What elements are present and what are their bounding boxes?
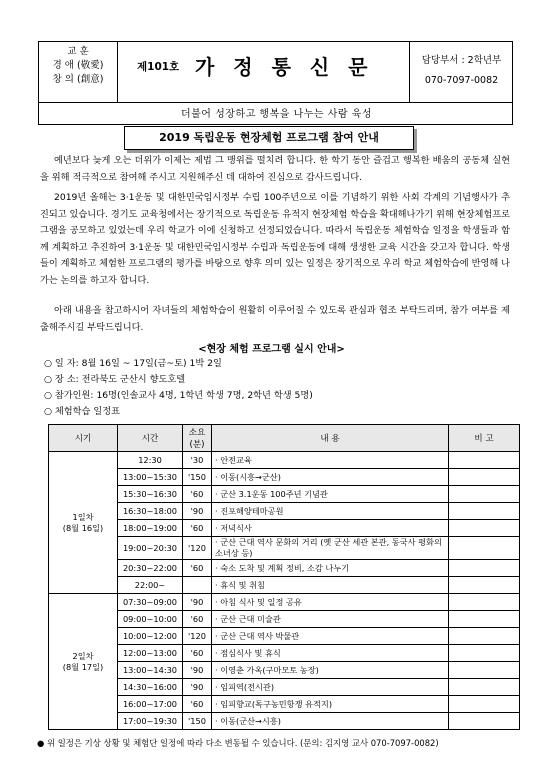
header-period: 시기 [49, 425, 118, 452]
table-row [49, 611, 520, 628]
note-cell [449, 486, 520, 503]
duration-cell: '150 [183, 469, 212, 486]
motto-label: 교 훈 [67, 46, 89, 57]
content-cell: · 아침 식사 및 일정 공유 [212, 594, 449, 611]
duration-cell: '30 [183, 452, 212, 469]
header-duration: 소요(분) [183, 425, 212, 452]
table-row [49, 452, 520, 469]
content-cell: · 군산 3.1운동 100주년 기념관 [212, 486, 449, 503]
table-row [49, 520, 520, 537]
time-cell: 07:30~09:00 [118, 594, 183, 611]
duration-cell: '120 [183, 537, 212, 560]
info-participants: ○ 참가인원: 16명(인솔교사 4명, 1학년 학생 7명, 2학년 학생 5명) [44, 390, 313, 401]
table-row [49, 594, 520, 611]
duration-cell: '90 [183, 594, 212, 611]
school-slogan: 더불어 성장하고 행복을 나누는 사람 육성 [180, 109, 373, 120]
content-cell: · 이영춘 가옥(구마모토 농장) [212, 662, 449, 679]
table-row [49, 537, 520, 560]
day-date: (8월 17일) [62, 661, 104, 672]
issue-number: 제101호 [137, 61, 180, 73]
paragraph-2: 2019년 올해는 3·1운동 및 대한민국임시정부 수립 100주년으로 이를 기념하기 위한 사회 각계의 기념행사가 추진되고 있습니다. 경기도 교육청에서는 장기적으로 독립운동 유적지 현장체험 학습을 확대해나가기 위해 현장체험프로그램을 공모하고 있었는데 우리 학교가 이에 신청하고 선정되었습니다. 따라서 독립운동 체험학습 일정을 학생들과 함께 계획하고 추진하여 3·1운동 및 대한민국임시정부 수립과 독립운동에 대해 생생한 교육 시간을 갖고자 합니다. 학생들이 계획하고 체험한 프로그램의 평가를 바탕으로 향후 의미 있는 일정은 장기적으로 우리 학교 체험학습에 반영해 나가는 논의를 하고자 합니다. [40, 192, 510, 286]
time-cell: 12:30 [118, 452, 183, 469]
department-info [409, 51, 514, 91]
time-cell: 12:00~13:00 [118, 645, 183, 662]
schedule-table [48, 424, 520, 730]
duration-cell: '90 [183, 679, 212, 696]
content-cell: · 휴식 및 취침 [212, 577, 449, 594]
paragraph-1: 예년보다 늦게 오는 더위가 이제는 제법 그 맹위를 떨치려 합니다. 한 학기 동안 즐겁고 행복한 배움의 공동체 실현을 위해 적극적으로 참여해 주시고 지원해주신 데 대하여 진심으로 감사드립니다. [40, 155, 510, 183]
duration-cell [183, 577, 212, 594]
table-row [49, 628, 520, 645]
note-cell [449, 577, 520, 594]
newsletter-header [38, 41, 513, 125]
time-cell: 15:30~16:30 [118, 486, 183, 503]
table-row [49, 486, 520, 503]
note-cell [449, 662, 520, 679]
note-cell [449, 628, 520, 645]
content-cell: · 이동(군산→시흥) [212, 713, 449, 730]
table-row [49, 696, 520, 713]
school-motto [39, 45, 117, 87]
table-row [49, 713, 520, 730]
time-cell: 17:00~19:30 [118, 713, 183, 730]
note-cell [449, 696, 520, 713]
table-row [49, 645, 520, 662]
time-cell: 18:00~19:00 [118, 520, 183, 537]
footer-note: ● 위 일정은 기상 상황 및 체험단 일정에 따라 다소 변동될 수 있습니다. (문의: 김지영 교사 070-7097-0082) [37, 738, 439, 748]
time-cell: 14:30~16:00 [118, 679, 183, 696]
info-date: ○ 일 자: 8월 16일 ~ 17일(금~토) 1박 2일 [44, 358, 222, 369]
note-cell [449, 520, 520, 537]
note-cell [449, 452, 520, 469]
time-cell: 22:00~ [118, 577, 183, 594]
duration-cell: '60 [183, 520, 212, 537]
note-cell [449, 594, 520, 611]
time-cell: 20:30~22:00 [118, 560, 183, 577]
duration-cell: '120 [183, 628, 212, 645]
note-cell [449, 537, 520, 560]
content-cell: · 이동(시흥→군산) [212, 469, 449, 486]
table-row [49, 560, 520, 577]
duration-cell: '60 [183, 645, 212, 662]
duration-cell: '150 [183, 713, 212, 730]
note-cell [449, 469, 520, 486]
time-cell: 16:00~17:00 [118, 696, 183, 713]
content-cell: · 숙소 도착 및 계획 정비, 소감 나누기 [212, 560, 449, 577]
time-cell: 10:00~12:00 [118, 628, 183, 645]
time-cell: 19:00~20:30 [118, 537, 183, 560]
duration-cell: '90 [183, 503, 212, 520]
note-cell [449, 713, 520, 730]
day-cell [49, 452, 118, 594]
duration-cell: '60 [183, 696, 212, 713]
note-cell [449, 503, 520, 520]
content-cell: · 진포해양테마공원 [212, 503, 449, 520]
info-place: ○ 장 소: 전라북도 군산시 향도호텔 [44, 374, 186, 385]
time-cell: 09:00~10:00 [118, 611, 183, 628]
department-phone: 070-7097-0082 [424, 75, 499, 86]
time-cell: 13:00~15:30 [118, 469, 183, 486]
time-cell: 16:30~18:00 [118, 503, 183, 520]
day-label: 2일차 [72, 650, 94, 661]
day-cell [49, 594, 118, 730]
content-cell: · 임피역(전시관) [212, 679, 449, 696]
header-content: 내 용 [212, 425, 449, 452]
content-cell: · 임피향교(독구농민항쟁 유적지) [212, 696, 449, 713]
table-row [49, 503, 520, 520]
duration-cell: '90 [183, 662, 212, 679]
paragraph-3: 아래 내용을 참고하시어 자녀들의 체험학습이 원활히 이루어질 수 있도록 관심과 협조 부탁드리며, 참가 여부를 제출해주시길 부탁드립니다. [40, 305, 510, 333]
note-cell [449, 560, 520, 577]
header-note: 비 고 [449, 425, 520, 452]
time-cell: 13:00~14:30 [118, 662, 183, 679]
table-row [49, 679, 520, 696]
duration-cell: '60 [183, 611, 212, 628]
content-cell: · 안전교육 [212, 452, 449, 469]
motto-line-2: 창 의 (創意) [52, 74, 104, 85]
note-cell [449, 679, 520, 696]
department-name: 담당부서 : 2학년부 [421, 55, 502, 66]
duration-cell: '60 [183, 486, 212, 503]
table-row [49, 662, 520, 679]
duration-cell: '60 [183, 560, 212, 577]
info-schedule-label: ○ 체험학습 일정표 [44, 406, 120, 417]
content-cell: · 군산 근대 미술관 [212, 611, 449, 628]
day-date: (8월 16일) [62, 522, 104, 533]
table-header-row [49, 425, 520, 452]
page-title: 가 정 통 신 문 [195, 55, 374, 79]
table-row [49, 577, 520, 594]
content-cell: · 저녁식사 [212, 520, 449, 537]
content-cell: · 군산 근대 역사 박물관 [212, 628, 449, 645]
notice-title: 2019 독립운동 현장체험 프로그램 참여 안내 [124, 126, 414, 150]
content-cell: · 점심식사 및 휴식 [212, 645, 449, 662]
motto-line-1: 경 애 (敬愛) [52, 60, 104, 71]
content-cell: · 군산 근대 역사 문화의 거리 (옛 군산 세관 본관, 동국사 평화의 소녀상 등) [212, 537, 449, 560]
day-label: 1일차 [72, 511, 94, 522]
header-time: 시간 [118, 425, 183, 452]
table-row [49, 469, 520, 486]
note-cell [449, 611, 520, 628]
program-heading: <현장 체험 프로그램 실시 안내> [198, 344, 345, 355]
note-cell [449, 645, 520, 662]
